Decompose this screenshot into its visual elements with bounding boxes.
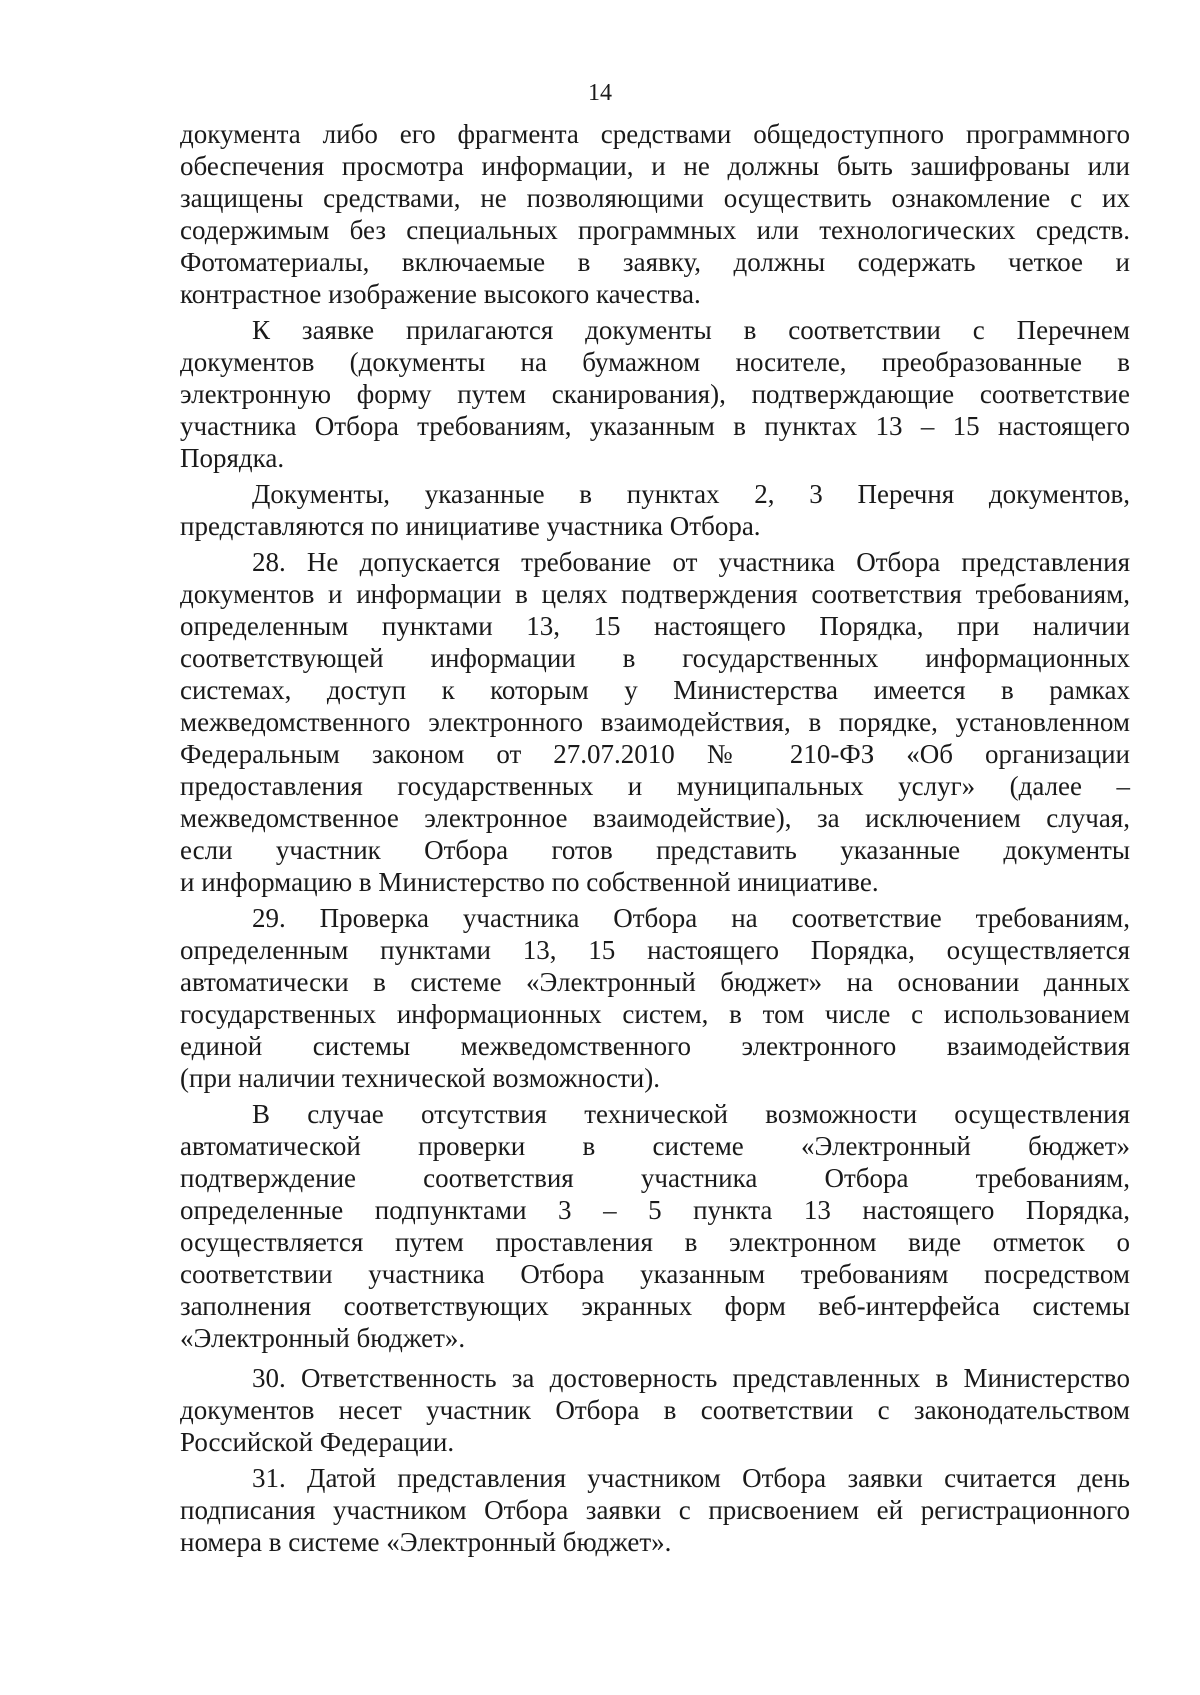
text-line: электронную форму путем сканирования), подтверждающие соответствие	[180, 379, 1130, 409]
text-line: определенные подпунктами 3 – 5 пункта 13 настоящего Порядка,	[180, 1195, 1130, 1225]
text-line: представляются по инициативе участника Отбора.	[180, 511, 761, 541]
text-line: 31. Датой представления участником Отбора заявки считается день	[252, 1463, 1130, 1493]
text-line: номера в системе «Электронный бюджет».	[180, 1527, 672, 1557]
text-line: документов (документы на бумажном носителе, преобразованные в	[180, 347, 1130, 377]
text-line: соответствии участника Отбора указанным требованиям посредством	[180, 1259, 1130, 1289]
text-line: 30. Ответственность за достоверность представленных в Министерство	[252, 1363, 1130, 1393]
text-line: Федеральным законом от 27.07.2010 № 210-ФЗ «Об организации	[180, 739, 1130, 769]
text-line: подписания участником Отбора заявки с присвоением ей регистрационного	[180, 1495, 1130, 1525]
text-line: соответствующей информации в государственных информационных	[180, 643, 1130, 673]
text-line: Российской Федерации.	[180, 1427, 455, 1457]
text-line: документов и информации в целях подтверждения соответствия требованиям,	[180, 579, 1130, 609]
paragraph-p2	[180, 314, 1130, 474]
text-line: Порядка.	[180, 443, 285, 473]
paragraph-p4	[180, 546, 1130, 898]
page-number: 14	[588, 80, 612, 106]
paragraph-p5	[180, 902, 1130, 1094]
text-line: содержимым без специальных программных или технологических средств.	[180, 215, 1130, 245]
text-line: участника Отбора требованиям, указанным в пунктах 13 – 15 настоящего	[180, 411, 1130, 441]
text-line: заполнения соответствующих экранных форм веб-интерфейса системы	[180, 1291, 1130, 1321]
text-line: Документы, указанные в пунктах 2, 3 Перечня документов,	[252, 479, 1130, 509]
text-line: документа либо его фрагмента средствами общедоступного программного	[180, 119, 1130, 149]
text-line: 28. Не допускается требование от участника Отбора представления	[252, 547, 1130, 577]
paragraph-p3	[180, 478, 1130, 542]
paragraph-p7	[180, 1362, 1130, 1458]
text-line: осуществляется путем проставления в электронном виде отметок о	[180, 1227, 1130, 1257]
text-line: определенным пунктами 13, 15 настоящего Порядка, осуществляется	[180, 935, 1130, 965]
text-line: системах, доступ к которым у Министерства имеется в рамках	[180, 675, 1130, 705]
text-line: 29. Проверка участника Отбора на соответствие требованиям,	[252, 903, 1130, 933]
text-line: (при наличии технической возможности).	[180, 1063, 660, 1093]
text-line: контрастное изображение высокого качества.	[180, 279, 701, 309]
text-line: подтверждение соответствия участника Отбора требованиям,	[180, 1163, 1130, 1193]
paragraph-p6	[180, 1098, 1130, 1354]
text-line: «Электронный бюджет».	[180, 1323, 466, 1353]
text-line: К заявке прилагаются документы в соответствии с Перечнем	[252, 315, 1130, 345]
text-line: единой системы межведомственного электронного взаимодействия	[180, 1031, 1130, 1061]
text-line: государственных информационных систем, в том числе с использованием	[180, 999, 1130, 1029]
text-line: В случае отсутствия технической возможности осуществления	[252, 1099, 1130, 1129]
text-line: автоматической проверки в системе «Электронный бюджет»	[180, 1131, 1130, 1161]
paragraph-p8	[180, 1462, 1130, 1558]
text-line: Фотоматериалы, включаемые в заявку, должны содержать четкое и	[180, 247, 1130, 277]
text-line: обеспечения просмотра информации, и не должны быть зашифрованы или	[180, 151, 1130, 181]
text-line: предоставления государственных и муниципальных услуг» (далее –	[180, 771, 1130, 801]
text-line: межведомственное электронное взаимодействие), за исключением случая,	[180, 803, 1130, 833]
text-line: и информацию в Министерство по собственной инициативе.	[180, 867, 879, 897]
text-line: защищены средствами, не позволяющими осуществить ознакомление с их	[180, 183, 1130, 213]
paragraph-p1	[180, 118, 1130, 310]
text-line: автоматически в системе «Электронный бюджет» на основании данных	[180, 967, 1130, 997]
text-line: документов несет участник Отбора в соответствии с законодательством	[180, 1395, 1130, 1425]
text-line: межведомственного электронного взаимодействия, в порядке, установленном	[180, 707, 1130, 737]
document-body	[180, 118, 1130, 1558]
text-line: если участник Отбора готов представить указанные документы	[180, 835, 1130, 865]
text-line: определенным пунктами 13, 15 настоящего Порядка, при наличии	[180, 611, 1130, 641]
